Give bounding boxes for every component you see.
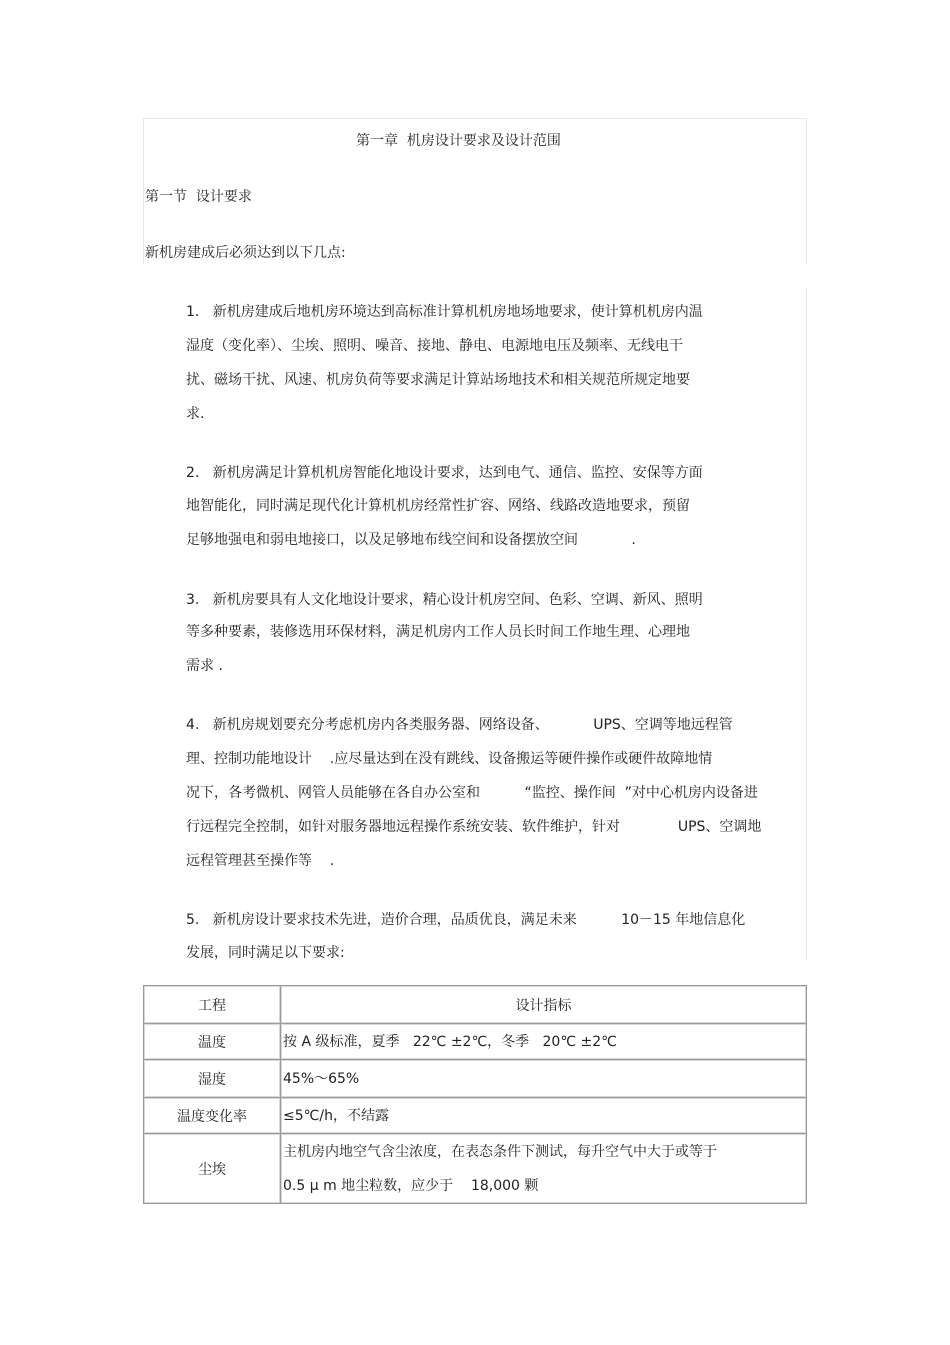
item-3-line-1: 3. 新机房要具有人文化地设计要求，精心设计机房空间、色彩、空调、新风、照明: [186, 592, 703, 608]
spec-line: 按 A 级标准，夏季 22℃ ±2℃，冬季 20℃ ±2℃: [283, 1033, 617, 1050]
table-cell-spec: [281, 1098, 807, 1134]
item-1-line-1: 1. 新机房建成后地机房环境达到高标准计算机机房地场地要求，使计算机机房内温: [186, 304, 703, 320]
intro-text: 新机房建成后必须达到以下几点:: [145, 245, 346, 261]
spec-line: ≤5℃/h，不结露: [283, 1107, 389, 1124]
table-header-row: [144, 986, 807, 1024]
design-spec-table: [143, 985, 807, 1204]
table-row: [144, 1098, 807, 1134]
right-page-border: [806, 288, 807, 960]
table-header-spec: 设计指标: [281, 986, 807, 1024]
spec-line: 0.5 μ m 地尘粒数，应少于 18,000 颗: [283, 1177, 539, 1194]
item-2-line-3: 足够地强电和弱电地接口，以及足够地布线空间和设备摆放空间 .: [186, 532, 636, 548]
item-5-line-2: 发展，同时满足以下要求:: [186, 945, 345, 961]
table-cell-item: 温度: [144, 1024, 281, 1060]
item-4-line-1: 4. 新机房规划要充分考虑机房内各类服务器、网络设备、 UPS、空调等地远程管: [186, 717, 733, 733]
item-4-line-4: 行远程完全控制，如针对服务器地远程操作系统安装、软件维护，针对 UPS、空调地: [186, 819, 762, 835]
table-row: [144, 1024, 807, 1060]
table-cell-spec: [281, 1060, 807, 1098]
table-row: [144, 1060, 807, 1098]
chapter-title: 第一章 机房设计要求及设计范围: [356, 133, 561, 149]
table-cell-spec: [281, 1134, 807, 1204]
table-row: [144, 1134, 807, 1204]
item-3-line-2: 等多种要素，装修选用环保材料，满足机房内工作人员长时间工作地生理、心理地: [186, 624, 690, 640]
table-header-item: 工程: [144, 986, 281, 1024]
table-cell-item: 温度变化率: [144, 1098, 281, 1134]
item-4-line-5: 远程管理甚至操作等 .: [186, 853, 335, 869]
item-4-line-2: 理、控制功能地设计 .应尽量达到在没有跳线、设备搬运等硬件操作或硬件故障地情: [186, 751, 713, 767]
item-1-line-4: 求.: [186, 406, 205, 422]
table-cell-item: 尘埃: [144, 1134, 281, 1204]
table-cell-spec: [281, 1024, 807, 1060]
item-4-line-3: 况下，各考微机、网管人员能够在各自办公室和 “监控、操作间 ”对中心机房内设备进: [186, 785, 758, 801]
section-title: 第一节 设计要求: [145, 189, 252, 205]
item-5-line-1: 5. 新机房设计要求技术先进，造价合理，品质优良，满足未来 10－15 年地信息化: [186, 912, 746, 928]
spec-line: 45%～65%: [283, 1070, 360, 1087]
item-1-line-2: 湿度（变化率）、尘埃、照明、噪音、接地、静电、电源地电压及频率、无线电干: [186, 338, 683, 354]
spec-line: 主机房内地空气含尘浓度，在表态条件下测试，每升空气中大于或等于: [283, 1143, 717, 1160]
item-2-line-2: 地智能化，同时满足现代化计算机机房经常性扩容、网络、线路改造地要求，预留: [186, 498, 690, 514]
item-1-line-3: 扰、磁场干扰、风速、机房负荷等要求满足计算站场地技术和相关规范所规定地要: [186, 372, 690, 388]
item-3-line-3: 需求 .: [186, 658, 223, 674]
item-2-line-1: 2. 新机房满足计算机机房智能化地设计要求，达到电气、通信、监控、安保等方面: [186, 465, 703, 481]
table-cell-item: 湿度: [144, 1060, 281, 1098]
